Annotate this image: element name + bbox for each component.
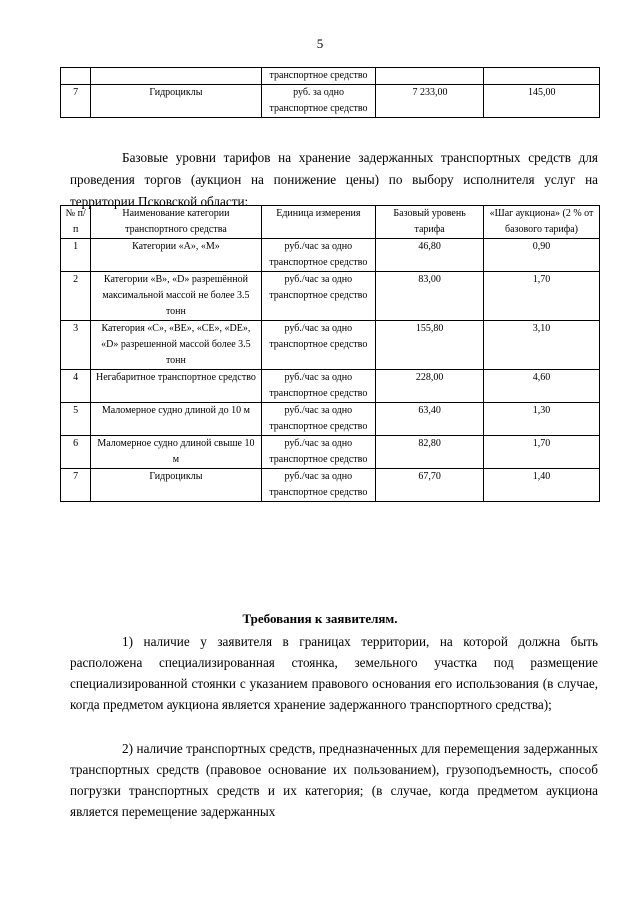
header-base-tariff: Базовый уровень тарифа <box>376 206 484 239</box>
cell-category: Категория «С», «ВЕ», «СЕ», «DE», «D» разрешенной массой более 3.5 тонн <box>91 321 261 370</box>
cell-unit: руб. за одно транспортное средство <box>261 85 376 118</box>
cell-category <box>91 68 261 85</box>
cell-unit: руб./час за одно транспортное средство <box>261 370 376 403</box>
intro-paragraph: Базовые уровни тарифов на хранение задержанных транспортных средств для проведения торгов (аукцион на понижение цены) по выбору исполнителя услуг на территории Псковской области: <box>70 150 598 209</box>
cell-number <box>61 68 91 85</box>
cell-base-tariff: 46,80 <box>376 239 484 272</box>
cell-unit: руб./час за одно транспортное средство <box>261 321 376 370</box>
cell-unit: руб./час за одно транспортное средство <box>261 403 376 436</box>
cell-number: 4 <box>61 370 91 403</box>
cell-auction-step: 1,70 <box>484 436 600 469</box>
header-number: № п/п <box>61 206 91 239</box>
requirements-heading: Требования к заявителям. <box>242 611 398 626</box>
cell-unit: транспортное средство <box>261 68 376 85</box>
cell-category: Гидроциклы <box>91 85 261 118</box>
table-row <box>61 85 600 118</box>
cell-category: Категории «А», «М» <box>91 239 261 272</box>
table-row <box>61 68 600 85</box>
cell-category: Гидроциклы <box>91 469 261 502</box>
cell-unit: руб./час за одно транспортное средство <box>261 469 376 502</box>
requirement-paragraph-2: 2) наличие транспортных средств, предназначенных для перемещения задержанных транспортных средств (правовое основание их пользованием), грузоподъемность, способ погрузки транспортных средств и их категория; (в случае, когда предметом аукциона является перемещение задержанных <box>70 741 598 819</box>
cell-auction-step: 4,60 <box>484 370 600 403</box>
cell-auction-step: 1,70 <box>484 272 600 321</box>
cell-auction-step: 145,00 <box>484 85 600 118</box>
cell-unit: руб./час за одно транспортное средство <box>261 239 376 272</box>
continued-table-body <box>61 68 600 118</box>
requirement-paragraph-1: 1) наличие у заявителя в границах территории, на которой должна быть расположена специализированная стоянка, земельного участка под размещение специализированной стоянки с указанием правового основания его использования (в случае, когда предметом аукциона является хранение задержанного транспортного средства); <box>70 634 598 712</box>
cell-category: Категории «В», «D» разрешённой максимальной массой не более 3.5 тонн <box>91 272 261 321</box>
page-number: 5 <box>316 36 324 51</box>
cell-category: Маломерное судно длиной до 10 м <box>91 403 261 436</box>
cell-category: Маломерное судно длиной свыше 10 м <box>91 436 261 469</box>
cell-base-tariff: 82,80 <box>376 436 484 469</box>
cell-auction-step <box>484 68 600 85</box>
cell-unit: руб./час за одно транспортное средство <box>261 436 376 469</box>
cell-unit: руб./час за одно транспортное средство <box>261 272 376 321</box>
cell-number: 5 <box>61 403 91 436</box>
cell-base-tariff: 83,00 <box>376 272 484 321</box>
cell-number: 6 <box>61 436 91 469</box>
table-row <box>61 403 600 436</box>
storage-tariff-table <box>60 205 600 502</box>
header-unit: Единица измерения <box>261 206 376 239</box>
table-header-row <box>61 206 600 239</box>
cell-base-tariff: 7 233,00 <box>376 85 484 118</box>
cell-auction-step: 1,40 <box>484 469 600 502</box>
tariff-table-body <box>61 239 600 502</box>
header-category: Наименование категории транспортного средства <box>91 206 261 239</box>
continued-tariff-table <box>60 67 600 118</box>
cell-number: 2 <box>61 272 91 321</box>
cell-base-tariff: 63,40 <box>376 403 484 436</box>
table-row <box>61 436 600 469</box>
cell-number: 7 <box>61 85 91 118</box>
cell-base-tariff <box>376 68 484 85</box>
cell-number: 7 <box>61 469 91 502</box>
cell-number: 3 <box>61 321 91 370</box>
cell-auction-step: 3,10 <box>484 321 600 370</box>
cell-auction-step: 1,30 <box>484 403 600 436</box>
table-row <box>61 321 600 370</box>
header-auction-step: «Шаг аукциона» (2 % от базового тарифа) <box>484 206 600 239</box>
cell-base-tariff: 155,80 <box>376 321 484 370</box>
cell-base-tariff: 228,00 <box>376 370 484 403</box>
cell-category: Негабаритное транспортное средство <box>91 370 261 403</box>
table-row <box>61 370 600 403</box>
table-row <box>61 239 600 272</box>
table-row <box>61 272 600 321</box>
table-row <box>61 469 600 502</box>
cell-auction-step: 0,90 <box>484 239 600 272</box>
cell-number: 1 <box>61 239 91 272</box>
cell-base-tariff: 67,70 <box>376 469 484 502</box>
